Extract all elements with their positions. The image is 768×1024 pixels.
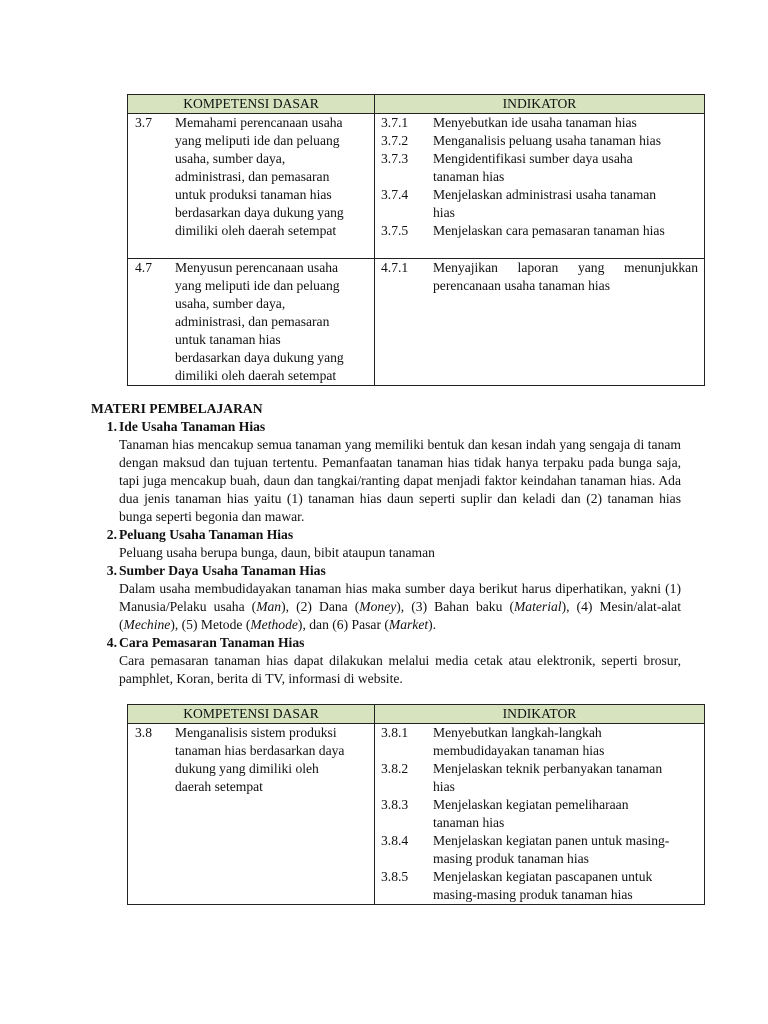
header-kompetensi-dasar: KOMPETENSI DASAR bbox=[128, 705, 375, 724]
text-run: ), (4) Mesin/alat-alat ( bbox=[119, 599, 681, 632]
header-indikator: INDIKATOR bbox=[375, 705, 705, 724]
materi-item-heading bbox=[91, 526, 681, 544]
kd-line: untuk produksi tanaman hias bbox=[175, 187, 332, 202]
indicator-line: hias bbox=[433, 779, 455, 794]
indicator-cell bbox=[375, 724, 704, 904]
kd-text bbox=[175, 724, 368, 796]
indicator-item bbox=[381, 114, 698, 132]
indicator-number: 3.8.2 bbox=[381, 761, 409, 776]
kd-line: Menganalisis sistem produksi bbox=[175, 725, 337, 740]
materi-item-paragraph: Tanaman hias mencakup semua tanaman yang memiliki bentuk dan kesan indah yang sengaja di tanam dengan maksud dan tujuan tertentu. Pemanfaatan tanaman hias tidak hanya terpaku pada bunga saja, tapi juga mencakup buah, daun dan tangkai/ranting dapat menjadi faktor keindahan tanaman hias. Ada dua jenis tanaman hias yaitu (1) tanaman hias daun seperti suplir dan keladi dan (2) tanaman hias bunga seperti begonia dan mawar. bbox=[119, 437, 681, 524]
materi-item-heading bbox=[91, 634, 681, 652]
indicator-item bbox=[381, 832, 698, 868]
text-run: ), (5) Metode ( bbox=[170, 617, 251, 632]
indicator-line: Menjelaskan kegiatan panen untuk masing- bbox=[433, 833, 670, 848]
item-number: 4. bbox=[106, 635, 117, 650]
indicator-text bbox=[433, 832, 698, 868]
competency-table-1 bbox=[127, 94, 705, 386]
indicator-text bbox=[433, 150, 698, 186]
kd-line: berdasarkan daya dukung yang bbox=[175, 350, 344, 365]
kd-line: yang meliputi ide dan peluang bbox=[175, 278, 340, 293]
header-indikator: INDIKATOR bbox=[375, 95, 705, 114]
indicator-item bbox=[381, 868, 698, 904]
italic-term: Market bbox=[388, 617, 429, 632]
indicator-text bbox=[433, 724, 698, 760]
kd-line: tanaman hias berdasarkan daya bbox=[175, 743, 345, 758]
indicator-line: Menyebutkan ide usaha tanaman hias bbox=[433, 115, 637, 130]
item-heading-text: Ide Usaha Tanaman Hias bbox=[119, 419, 266, 434]
kd-line: administrasi, dan pemasaran bbox=[175, 314, 330, 329]
indicator-line: membudidayakan tanaman hias bbox=[433, 743, 605, 758]
kd-line: administrasi, dan pemasaran bbox=[175, 169, 330, 184]
kd-text bbox=[175, 259, 368, 385]
item-heading-text: Cara Pemasaran Tanaman Hias bbox=[119, 635, 305, 650]
indicator-number: 3.8.3 bbox=[381, 797, 409, 812]
kd-line: usaha, sumber daya, bbox=[175, 151, 286, 166]
indicator-text bbox=[433, 114, 698, 132]
kd-cell bbox=[128, 114, 374, 240]
kd-cell bbox=[128, 724, 374, 796]
italic-term: Material bbox=[513, 599, 562, 614]
indicator-item bbox=[381, 796, 698, 832]
indicator-number: 3.7.1 bbox=[381, 115, 409, 130]
kd-line: dukung yang dimiliki oleh bbox=[175, 761, 319, 776]
indicator-item bbox=[381, 186, 698, 222]
italic-term: Man bbox=[256, 599, 282, 614]
italic-term: Methode bbox=[250, 617, 298, 632]
indicator-line: hias bbox=[433, 205, 455, 220]
indicator-item bbox=[381, 132, 698, 150]
table-header-row bbox=[128, 95, 705, 114]
indicator-line: masing-masing produk tanaman hias bbox=[433, 887, 633, 902]
indicator-number: 3.8.5 bbox=[381, 869, 409, 884]
section-title: MATERI PEMBELAJARAN bbox=[91, 401, 263, 416]
table-row bbox=[128, 724, 705, 905]
competency-table-2 bbox=[127, 704, 705, 905]
indicator-text bbox=[433, 186, 698, 222]
indicator-text bbox=[433, 796, 698, 832]
materi-item-paragraph: Peluang usaha berupa bunga, daun, bibit ataupun tanaman bbox=[119, 545, 435, 560]
indicator-text bbox=[433, 760, 698, 796]
kd-line: daerah setempat bbox=[175, 779, 263, 794]
indicator-number: 3.7.5 bbox=[381, 223, 409, 238]
kd-cell bbox=[128, 259, 374, 385]
indicator-line: Menjelaskan teknik perbanyakan tanaman bbox=[433, 761, 663, 776]
kd-line: yang meliputi ide dan peluang bbox=[175, 133, 340, 148]
indicator-line: Menjelaskan kegiatan pemeliharaan bbox=[433, 797, 629, 812]
indicator-item bbox=[381, 150, 698, 186]
indicator-number: 3.8.1 bbox=[381, 725, 409, 740]
indicator-line: Menjelaskan cara pemasaran tanaman hias bbox=[433, 223, 665, 238]
italic-term: Mechine bbox=[123, 617, 171, 632]
indicator-line: perencanaan usaha tanaman hias bbox=[433, 278, 611, 293]
indicator-item bbox=[381, 760, 698, 796]
indicator-text bbox=[433, 222, 698, 240]
materi-item-heading bbox=[91, 418, 681, 436]
indicator-number: 4.7.1 bbox=[381, 260, 409, 275]
indicator-line: masing produk tanaman hias bbox=[433, 851, 589, 866]
materi-item-paragraph: Cara pemasaran tanaman hias dapat dilakukan melalui media cetak atau elektronik, seperti brosur, pamphlet, Koran, berita di TV, informasi di website. bbox=[119, 653, 681, 686]
kd-line: dimiliki oleh daerah setempat bbox=[175, 368, 337, 383]
table-row bbox=[128, 114, 705, 259]
item-number: 1. bbox=[106, 419, 117, 434]
text-run: ), (2) Dana ( bbox=[281, 599, 360, 614]
kd-number: 3.7 bbox=[135, 115, 152, 130]
indicator-cell bbox=[375, 259, 704, 295]
kd-line: Memahami perencanaan usaha bbox=[175, 115, 343, 130]
kd-line: berdasarkan daya dukung yang bbox=[175, 205, 344, 220]
indicator-line: Menyajikan laporan yang menunjukkan bbox=[433, 260, 698, 275]
indicator-line: Menjelaskan kegiatan pascapanen untuk bbox=[433, 869, 653, 884]
indicator-cell bbox=[375, 114, 704, 240]
text-run: ), (3) Bahan baku ( bbox=[396, 599, 514, 614]
indicator-number: 3.8.4 bbox=[381, 833, 409, 848]
indicator-line: Menyebutkan langkah-langkah bbox=[433, 725, 602, 740]
indicator-item bbox=[381, 259, 698, 295]
text-run: ). bbox=[428, 617, 437, 632]
item-heading-text: Peluang Usaha Tanaman Hias bbox=[119, 527, 294, 542]
indicator-number: 3.7.2 bbox=[381, 133, 409, 148]
table-header-row bbox=[128, 705, 705, 724]
header-kompetensi-dasar: KOMPETENSI DASAR bbox=[128, 95, 375, 114]
kd-text bbox=[175, 114, 368, 240]
kd-number: 3.8 bbox=[135, 725, 152, 740]
indicator-line: tanaman hias bbox=[433, 169, 505, 184]
kd-number: 4.7 bbox=[135, 260, 152, 275]
indicator-item bbox=[381, 222, 698, 240]
item-number: 3. bbox=[106, 563, 117, 578]
materi-item-heading bbox=[91, 562, 681, 580]
indicator-line: Mengidentifikasi sumber daya usaha bbox=[433, 151, 633, 166]
indicator-line: tanaman hias bbox=[433, 815, 505, 830]
indicator-number: 3.7.4 bbox=[381, 187, 409, 202]
indicator-line: Menganalisis peluang usaha tanaman hias bbox=[433, 133, 662, 148]
text-run: ), dan (6) Pasar ( bbox=[297, 617, 389, 632]
italic-term: Money bbox=[359, 599, 397, 614]
item-heading-text: Sumber Daya Usaha Tanaman Hias bbox=[119, 563, 326, 578]
indicator-number: 3.7.3 bbox=[381, 151, 409, 166]
text-run: Dalam usaha membudidayakan tanaman hias maka sumber daya berikut harus diperhatikan, yakni (1) Manusia/Pelaku usaha ( bbox=[119, 581, 681, 614]
item-number: 2. bbox=[106, 527, 117, 542]
table-row bbox=[128, 259, 705, 386]
indicator-text bbox=[433, 259, 698, 295]
kd-line: untuk tanaman hias bbox=[175, 332, 281, 347]
kd-line: dimiliki oleh daerah setempat bbox=[175, 223, 337, 238]
kd-line: Menyusun perencanaan usaha bbox=[175, 260, 339, 275]
materi-pembelajaran-section bbox=[91, 400, 681, 688]
indicator-text bbox=[433, 132, 698, 150]
indicator-text bbox=[433, 868, 698, 904]
kd-line: usaha, sumber daya, bbox=[175, 296, 286, 311]
indicator-item bbox=[381, 724, 698, 760]
materi-item-paragraph bbox=[119, 580, 681, 634]
indicator-line: Menjelaskan administrasi usaha tanaman bbox=[433, 187, 657, 202]
